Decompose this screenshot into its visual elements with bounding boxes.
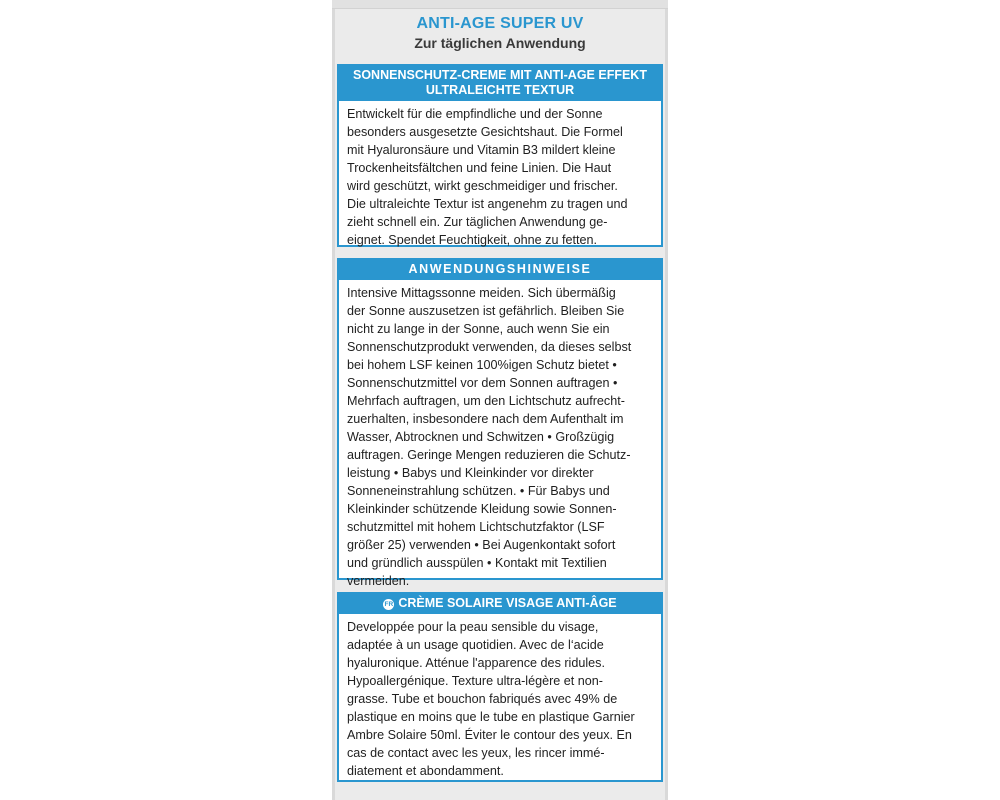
text-line: Mehrfach auftragen, um den Lichtschutz aufrecht- <box>347 394 625 408</box>
usage-instructions-heading <box>339 260 661 280</box>
french-text <box>339 614 661 785</box>
french-flag-icon: FR <box>384 601 394 608</box>
text-line: zieht schnell ein. Zur täglichen Anwendung ge- <box>347 215 608 229</box>
text-line: Sonnenschutzprodukt verwenden, da dieses selbst <box>347 340 632 354</box>
text-line: leistung • Babys und Kleinkinder vor direkter <box>347 466 594 480</box>
text-line: Kleinkinder schützende Kleidung sowie Sonnen- <box>347 502 617 516</box>
text-line: Sonnenschutzmittel vor dem Sonnen auftragen • <box>347 376 618 390</box>
text-line: grasse. Tube et bouchon fabriqués avec 49% de <box>347 692 618 706</box>
text-line: plastique en moins que le tube en plastique Garnier <box>347 710 635 724</box>
package-left-edge <box>332 0 335 800</box>
product-package-side <box>332 0 668 800</box>
text-line: auftragen. Geringe Mengen reduzieren die Schutz- <box>347 448 631 462</box>
text-line: Ambre Solaire 50ml. Éviter le contour des yeux. En <box>347 728 632 742</box>
french-heading <box>339 594 661 614</box>
text-line: vermeiden. <box>347 574 410 588</box>
description-heading-line: SONNENSCHUTZ-CREME MIT ANTI-AGE EFFEKT <box>353 68 647 82</box>
text-line: schutzmittel mit hohem Lichtschutzfaktor (LSF <box>347 520 605 534</box>
package-right-edge <box>665 0 668 800</box>
text-line: Entwickelt für die empfindliche und der Sonne <box>347 107 603 121</box>
text-line: Die ultraleichte Textur ist angenehm zu tragen und <box>347 197 628 211</box>
text-line: Intensive Mittagssonne meiden. Sich übermäßig <box>347 286 616 300</box>
product-subtitle: Zur täglichen Anwendung <box>414 35 586 51</box>
text-line: Hypoallergénique. Texture ultra-légère et non- <box>347 674 603 688</box>
text-line: mit Hyaluronsäure und Vitamin B3 mildert kleine <box>347 143 616 157</box>
text-line: bei hohem LSF keinen 100%igen Schutz bietet • <box>347 358 617 372</box>
text-line: und gründlich ausspülen • Kontakt mit Textilien <box>347 556 607 570</box>
text-line: eignet. Spendet Feuchtigkeit, ohne zu fetten. <box>347 233 597 247</box>
description-heading <box>339 66 661 101</box>
text-line: Developpée pour la peau sensible du visage, <box>347 620 599 634</box>
description-text <box>339 101 661 254</box>
text-line: adaptée à un usage quotidien. Avec de l‘acide <box>347 638 604 652</box>
usage-instructions-panel <box>337 258 663 588</box>
description-panel <box>337 64 663 247</box>
french-heading-text: CRÈME SOLAIRE VISAGE ANTI-ÂGE <box>398 596 617 610</box>
package-top-flap <box>332 0 668 9</box>
text-line: diatement et abondamment. <box>347 764 504 778</box>
usage-instructions-heading-line: ANWENDUNGSHINWEISE <box>408 262 592 276</box>
text-line: besonders ausgesetzte Gesichtshaut. Die Formel <box>347 125 623 139</box>
usage-instructions-text <box>339 280 661 595</box>
text-line: größer 25) verwenden • Bei Augenkontakt sofort <box>347 538 616 552</box>
text-line: Sonneneinstrahlung schützen. • Für Babys und <box>347 484 610 498</box>
french-panel <box>337 592 663 782</box>
text-line: hyaluronique. Atténue l'apparence des ridules. <box>347 656 605 670</box>
text-line: zuerhalten, insbesondere nach dem Aufenthalt im <box>347 412 624 426</box>
text-line: der Sonne auszusetzen ist gefährlich. Bleiben Sie <box>347 304 625 318</box>
product-title: ANTI-AGE SUPER UV <box>416 15 584 32</box>
description-heading-line: ULTRALEICHTE TEXTUR <box>425 83 575 97</box>
text-line: wird geschützt, wirkt geschmeidiger und frischer. <box>347 179 618 193</box>
text-line: cas de contact avec les yeux, les rincer immé- <box>347 746 605 760</box>
text-line: nicht zu lange in der Sonne, auch wenn Sie ein <box>347 322 610 336</box>
french-heading-line <box>341 596 659 611</box>
text-line: Wasser, Abtrocknen und Schwitzen • Großzügig <box>347 430 615 444</box>
text-line: Trockenheitsfältchen und feine Linien. Die Haut <box>347 161 612 175</box>
